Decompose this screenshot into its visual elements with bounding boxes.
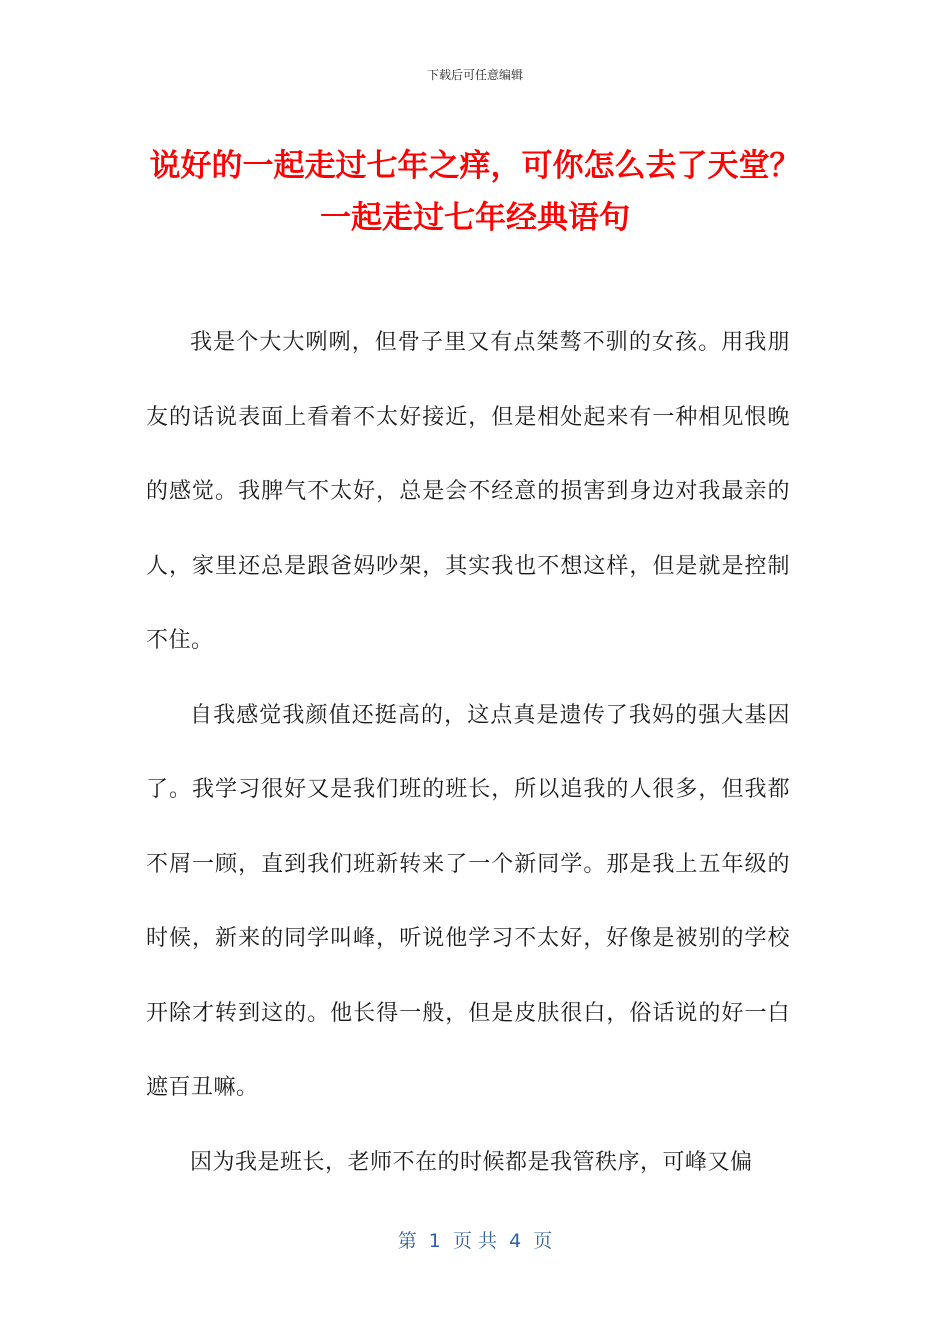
paragraph-3: 因为我是班长，老师不在的时候都是我管秩序，可峰又偏 — [190, 1149, 753, 1175]
header-note: 下载后可任意编辑 — [426, 68, 523, 82]
page-number-footer: 第 1 页 共 4 页 — [397, 1230, 553, 1252]
paragraph-2: 自我感觉我颜值还挺高的，这点真是遗传了我妈的强大基因了。我学习很好又是我们班的班长，所以追我的人很多，但我都不屑一顾，直到我们班新转来了一个新同学。那是我上五年级的时候，新来的同学叫峰，听说他学习不太好，好像是被别的学校开除才转到这的。他长得一般，但是皮肤很白，俗话说的好一白遮百丑嘛。 — [146, 702, 790, 1100]
document-body — [146, 306, 790, 1200]
document-title: 说好的一起走过七年之痒，可你怎么去了天堂？ 一起走过七年经典语句 — [149, 148, 801, 236]
paragraph-1: 我是个大大咧咧，但骨子里又有点桀骜不驯的女孩。用我朋友的话说表面上看着不太好接近，但是相处起来有一种相见恨晚的感觉。我脾气不太好，总是会不经意的损害到身边对我最亲的人，家里还总是跟爸妈吵架，其实我也不想这样，但是就是控制不住。 — [146, 330, 790, 653]
